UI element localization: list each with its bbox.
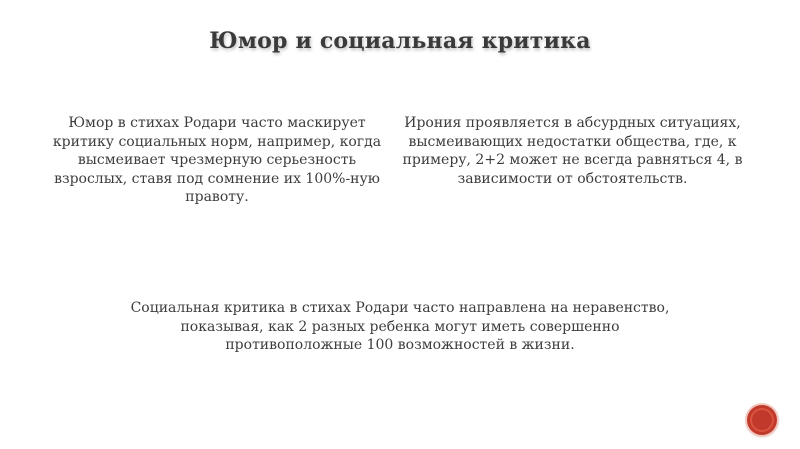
slide-title: Юмор и социальная критика <box>209 28 591 54</box>
next-slide-button[interactable] <box>747 405 777 435</box>
circle-nav-icon <box>750 408 774 432</box>
bottom-text-block: Социальная критика в стихах Родари часто направлена на неравенство, показывая, как 2 разных ребенка могут иметь совершенно противоположные 100 возможностей в жизни. <box>130 300 670 353</box>
right-text-block: Ирония проявляется в абсурдных ситуациях, высмеивающих недостатки общества, где, к примеру, 2+2 может не всегда равняться 4, в зависимости от обстоятельств. <box>402 115 743 187</box>
left-text-block: Юмор в стихах Родари часто маскирует критику социальных норм, например, когда высмеивает чрезмерную серьезность взрослых, ставя под сомнение их 100%-ную правоту. <box>52 115 382 205</box>
